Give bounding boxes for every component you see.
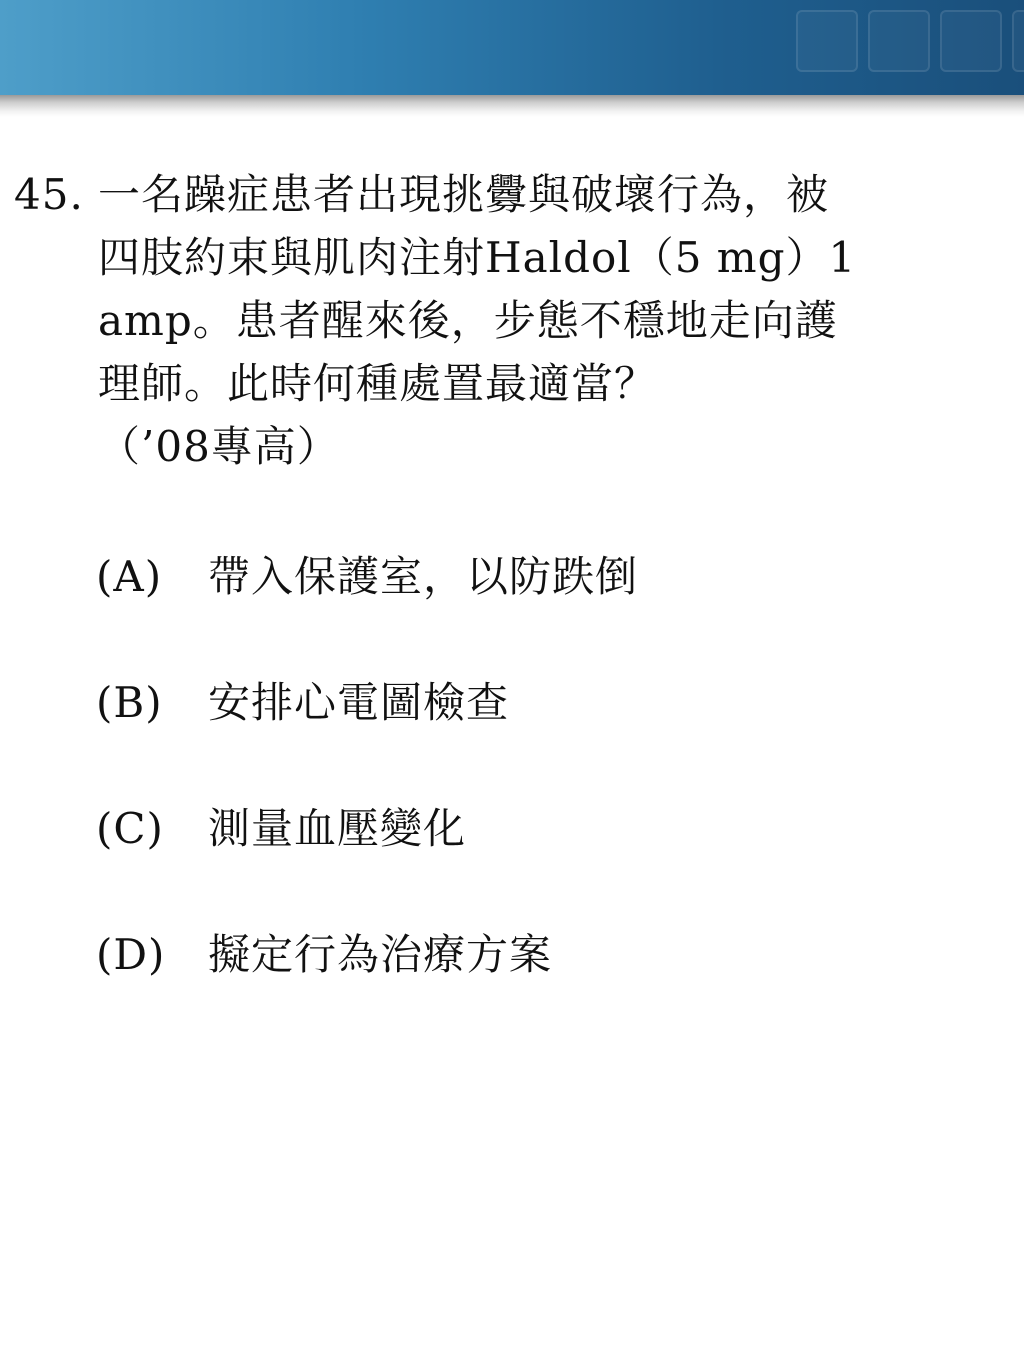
option-a[interactable]: [96, 545, 996, 608]
question-number: 45.: [14, 170, 84, 219]
question-line: 四肢約束與肌肉注射Haldol（5 mg）1: [98, 233, 857, 282]
option-letter: (C): [96, 804, 164, 853]
option-letter: (D): [96, 930, 166, 979]
question-line: 理師。此時何種處置最適當？: [98, 359, 658, 408]
option-letter: (B): [96, 678, 163, 727]
decorative-tile: [1012, 10, 1024, 72]
option-d[interactable]: [96, 923, 996, 986]
option-text: 測量血壓變化: [208, 804, 467, 853]
decorative-tile: [868, 10, 930, 72]
option-c[interactable]: [96, 797, 996, 860]
option-letter: (A): [96, 552, 163, 601]
decorative-tile: [796, 10, 858, 72]
option-b[interactable]: [96, 671, 996, 734]
header-banner: [0, 0, 1024, 95]
question-text: [98, 163, 1004, 478]
question-source: （’08專高）: [98, 422, 340, 471]
option-text: 擬定行為治療方案: [208, 930, 553, 979]
header-shadow: [0, 95, 1024, 117]
question-line: amp。患者醒來後，步態不穩地走向護: [98, 296, 838, 345]
decorative-tile: [940, 10, 1002, 72]
option-text: 帶入保護室，以防跌倒: [208, 552, 639, 601]
option-text: 安排心電圖檢查: [208, 678, 510, 727]
answer-options: [96, 545, 996, 1049]
question-line: 一名躁症患者出現挑釁與破壞行為，被: [98, 170, 830, 219]
